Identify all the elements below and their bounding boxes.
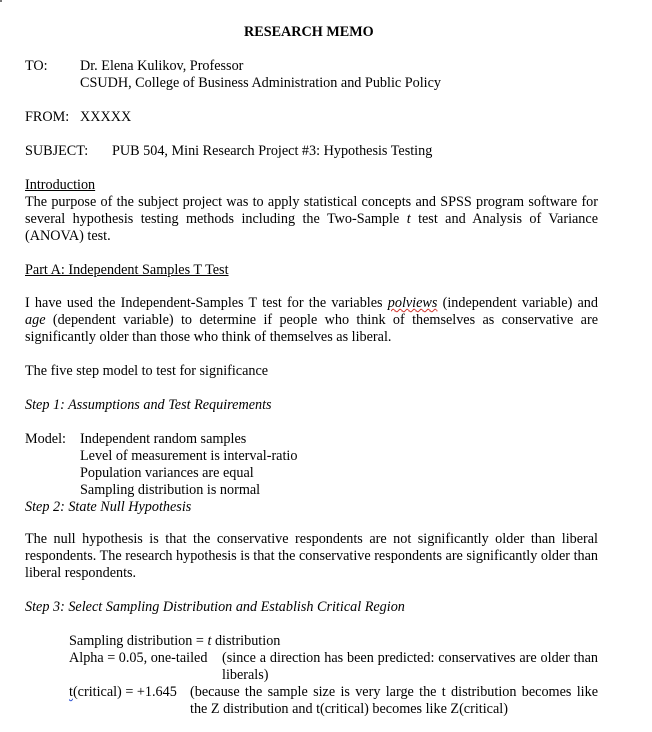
- sampling-distribution-line: Sampling distribution = t distribution: [69, 633, 281, 649]
- step3-heading: Step 3: Select Sampling Distribution and Establish Critical Region: [25, 599, 405, 615]
- model-item: Population variances are equal: [80, 465, 254, 481]
- model-item: Level of measurement is interval-ratio: [80, 448, 298, 464]
- step1-heading: Step 1: Assumptions and Test Requirements: [25, 397, 272, 413]
- to-label: TO:: [25, 58, 48, 74]
- memo-title: RESEARCH MEMO: [244, 24, 374, 40]
- introduction-paragraph: The purpose of the subject project was to apply statistical concepts and SPSS program software for several hypothesis testing methods including the Two-Sample t test and Analysis of Variance (ANOVA) test.: [25, 194, 598, 244]
- five-step-text: The five step model to test for significance: [25, 363, 269, 379]
- cursor-mark: [0, 0, 2, 2]
- grammar-flag: t: [69, 684, 73, 700]
- from-label: FROM:: [25, 109, 70, 125]
- to-recipient-name: Dr. Elena Kulikov, Professor: [80, 58, 244, 74]
- alpha-label: Alpha = 0.05, one-tailed: [69, 650, 208, 666]
- subject-label: SUBJECT:: [25, 143, 89, 159]
- introduction-heading: Introduction: [25, 177, 96, 193]
- t-critical-label: t(critical) = +1.645: [69, 684, 177, 700]
- t-critical-note: (because the sample size is very large the t distribution becomes like the Z distribution and t(critical) becomes like Z(critical): [190, 684, 598, 717]
- model-item: Independent random samples: [80, 431, 247, 447]
- part-a-heading: Part A: Independent Samples T Test: [25, 262, 229, 278]
- model-label: Model:: [25, 431, 66, 447]
- part-a-paragraph: I have used the Independent-Samples T test for the variables polviews (independent variable) and age (dependent variable) to determine if people who think of themselves as conservative are significantly older than those who think of themselves as liberal.: [25, 295, 598, 345]
- subject-value: PUB 504, Mini Research Project #3: Hypothesis Testing: [112, 143, 433, 159]
- null-hypothesis-paragraph: The null hypothesis is that the conservative respondents are not significantly older than liberal respondents. The research hypothesis is that the conservative respondents are significantly older than liberal respondents.: [25, 531, 598, 581]
- spellcheck-word: polviews: [387, 295, 438, 311]
- from-value: XXXXX: [80, 109, 132, 125]
- model-item: Sampling distribution is normal: [80, 482, 261, 498]
- alpha-note: (since a direction has been predicted: conservatives are older than liberals): [222, 650, 598, 683]
- to-recipient-org: CSUDH, College of Business Administration and Public Policy: [80, 75, 441, 91]
- step2-heading: Step 2: State Null Hypothesis: [25, 499, 192, 515]
